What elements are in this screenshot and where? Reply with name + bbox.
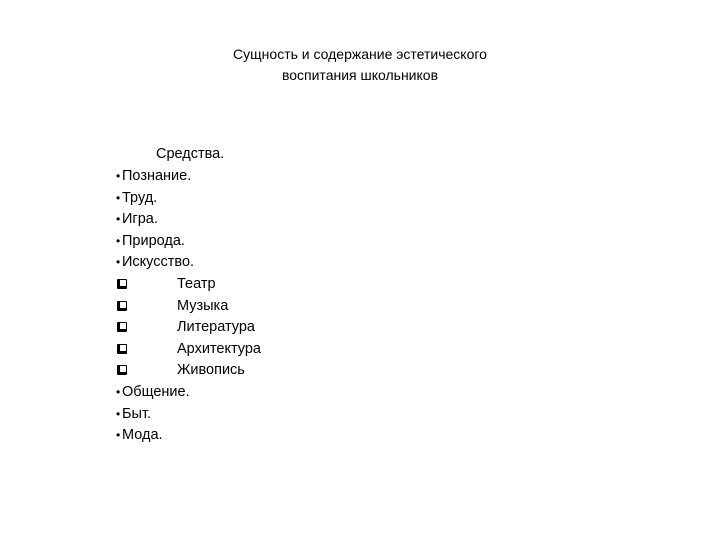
art-item (116, 274, 416, 296)
bullet-icon: • (116, 384, 121, 399)
bullet-item (116, 425, 416, 447)
art-item (116, 317, 416, 339)
bullet-icon: • (116, 169, 121, 183)
bullet-item (116, 188, 416, 210)
art-item-text: Театр (177, 275, 216, 292)
slide-title (160, 44, 560, 86)
bullet-item-text: Быт. (122, 405, 151, 422)
bullet-item-text: Труд. (122, 189, 158, 206)
bullet-icon: • (116, 233, 121, 248)
section-heading: Средства. (156, 146, 225, 162)
bullet-icon: • (116, 255, 121, 270)
art-item-text: Живопись (177, 362, 245, 379)
title-line-1: Сущность и содержание эстетического (233, 46, 487, 62)
bullet-icon: • (116, 190, 121, 205)
bullet-icon: • (116, 428, 121, 443)
bullet-item-text: Общение. (122, 383, 190, 400)
bullet-item (116, 404, 416, 426)
bullet-item-text: Мода. (122, 427, 163, 444)
bullet-icon: • (116, 406, 121, 421)
bullet-item (116, 231, 416, 253)
title-line-2: воспитания школьников (281, 67, 439, 83)
square-bullet-icon (117, 301, 127, 311)
bullet-item (116, 166, 416, 188)
art-item (116, 360, 416, 382)
square-bullet-icon (117, 344, 127, 354)
art-item-text: Музыка (177, 297, 229, 314)
bullet-icon: • (116, 212, 121, 227)
bullet-item-text: Познание. (122, 168, 192, 184)
bullet-item (116, 209, 416, 231)
art-item (116, 296, 416, 318)
bullet-item-text: Природа. (122, 232, 185, 249)
square-bullet-icon (117, 365, 127, 375)
square-bullet-icon (117, 279, 127, 289)
art-item-text: Литература (177, 319, 255, 336)
art-item (116, 339, 416, 361)
bullet-item (116, 252, 416, 274)
content-list (116, 143, 416, 447)
square-bullet-icon (117, 322, 127, 332)
bullet-item-text: Игра. (122, 211, 158, 228)
bullet-item (116, 382, 416, 404)
bullet-item-text: Искусство. (122, 254, 195, 271)
art-item-text: Архитектура (177, 340, 261, 357)
